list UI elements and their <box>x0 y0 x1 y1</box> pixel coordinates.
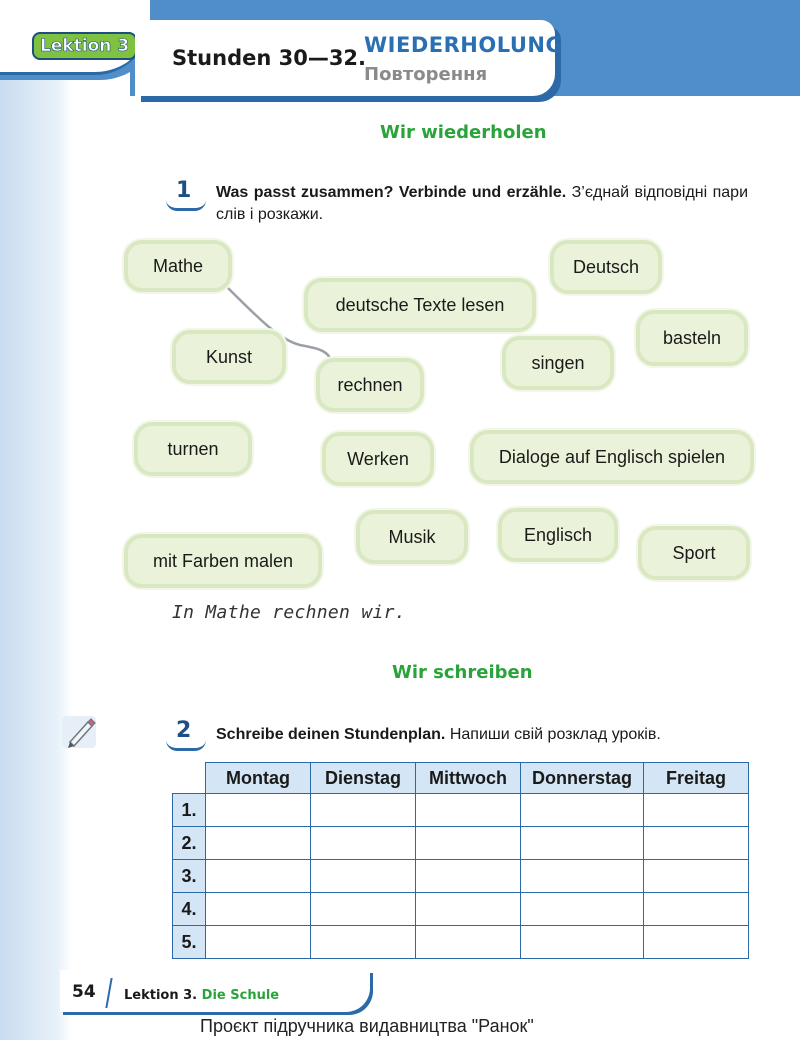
word-card[interactable]: deutsche Texte lesen <box>304 278 536 332</box>
timetable-cell[interactable] <box>416 794 521 827</box>
word-card[interactable]: rechnen <box>316 358 424 412</box>
word-card[interactable]: Deutsch <box>550 240 662 294</box>
exercise-2-instruction-bold: Schreibe deinen Stundenplan. <box>216 726 446 743</box>
lesson-number: 2. <box>173 827 206 860</box>
timetable-cell[interactable] <box>644 860 749 893</box>
exercise-2-number: 2 <box>170 718 202 748</box>
timetable-cell[interactable] <box>206 827 311 860</box>
timetable-cell[interactable] <box>206 794 311 827</box>
footer-lektion-label: Lektion 3. <box>124 988 198 1003</box>
exercise-1-instruction-translation: З’єднай відповідні пари слів і розкажи. <box>216 184 748 223</box>
section-title-schreiben: Wir schreiben <box>392 662 533 683</box>
timetable-cell[interactable] <box>311 794 416 827</box>
exercise-1-instruction-bold: Was passt zusammen? Verbinde und erzähle. <box>216 184 567 201</box>
page-title: WIEDERHOLUNG <box>364 33 564 57</box>
day-header: Mittwoch <box>416 763 521 794</box>
word-card[interactable]: turnen <box>134 422 252 476</box>
timetable-corner-cell <box>173 763 206 794</box>
timetable-row <box>173 794 749 827</box>
exercise-2-instruction <box>216 724 756 746</box>
word-card[interactable]: Dialoge auf Englisch spielen <box>470 430 754 484</box>
timetable-cell[interactable] <box>206 893 311 926</box>
section-title-wiederholen: Wir wiederholen <box>380 122 547 143</box>
word-card[interactable]: Englisch <box>498 508 618 562</box>
day-header: Donnerstag <box>521 763 644 794</box>
lesson-number: 1. <box>173 794 206 827</box>
page-subtitle: Повторення <box>364 64 488 85</box>
timetable-cell[interactable] <box>521 827 644 860</box>
timetable-row <box>173 893 749 926</box>
lesson-number: 5. <box>173 926 206 959</box>
word-card[interactable]: Sport <box>638 526 750 580</box>
day-header: Dienstag <box>311 763 416 794</box>
timetable-cell[interactable] <box>416 893 521 926</box>
exercise-1-number: 1 <box>170 178 202 208</box>
left-margin-band <box>0 0 72 1040</box>
timetable-row <box>173 827 749 860</box>
timetable-cell[interactable] <box>416 860 521 893</box>
timetable-cell[interactable] <box>644 794 749 827</box>
lesson-hours: Stunden 30—32. <box>172 46 367 70</box>
word-card[interactable]: basteln <box>636 310 748 366</box>
page-number: 54 <box>72 982 96 1002</box>
lektion-badge: Lektion 3 <box>32 32 137 60</box>
exercise-1-instruction <box>216 182 748 226</box>
timetable-cell[interactable] <box>311 926 416 959</box>
timetable-cell[interactable] <box>521 893 644 926</box>
footer-lektion <box>124 988 279 1003</box>
timetable-cell[interactable] <box>416 926 521 959</box>
lesson-number: 4. <box>173 893 206 926</box>
lesson-number: 3. <box>173 860 206 893</box>
example-sentence: In Mathe rechnen wir. <box>172 602 406 623</box>
day-header: Freitag <box>644 763 749 794</box>
publisher-note: Проєкт підручника видавництва "Ранок" <box>200 1016 534 1036</box>
timetable-cell[interactable] <box>521 794 644 827</box>
exercise-2-instruction-translation: Напиши свій розклад уроків. <box>449 726 661 743</box>
timetable-cell[interactable] <box>206 860 311 893</box>
footer-topic: Die Schule <box>201 988 280 1003</box>
timetable-cell[interactable] <box>311 827 416 860</box>
timetable-cell[interactable] <box>311 893 416 926</box>
timetable-row <box>173 860 749 893</box>
timetable-cell[interactable] <box>416 827 521 860</box>
word-card[interactable]: mit Farben malen <box>124 534 322 588</box>
day-header: Montag <box>206 763 311 794</box>
timetable-cell[interactable] <box>644 827 749 860</box>
word-card[interactable]: Werken <box>322 432 434 486</box>
word-card[interactable]: singen <box>502 336 614 390</box>
timetable-cell[interactable] <box>206 926 311 959</box>
timetable-cell[interactable] <box>311 860 416 893</box>
word-card[interactable]: Kunst <box>172 330 286 384</box>
timetable-cell[interactable] <box>521 926 644 959</box>
pencil-icon <box>60 712 100 752</box>
timetable <box>172 762 749 959</box>
word-card[interactable]: Mathe <box>124 240 232 292</box>
timetable-cell[interactable] <box>644 926 749 959</box>
timetable-row <box>173 926 749 959</box>
timetable-cell[interactable] <box>644 893 749 926</box>
word-card[interactable]: Musik <box>356 510 468 564</box>
timetable-cell[interactable] <box>521 860 644 893</box>
timetable-header-row <box>173 763 749 794</box>
